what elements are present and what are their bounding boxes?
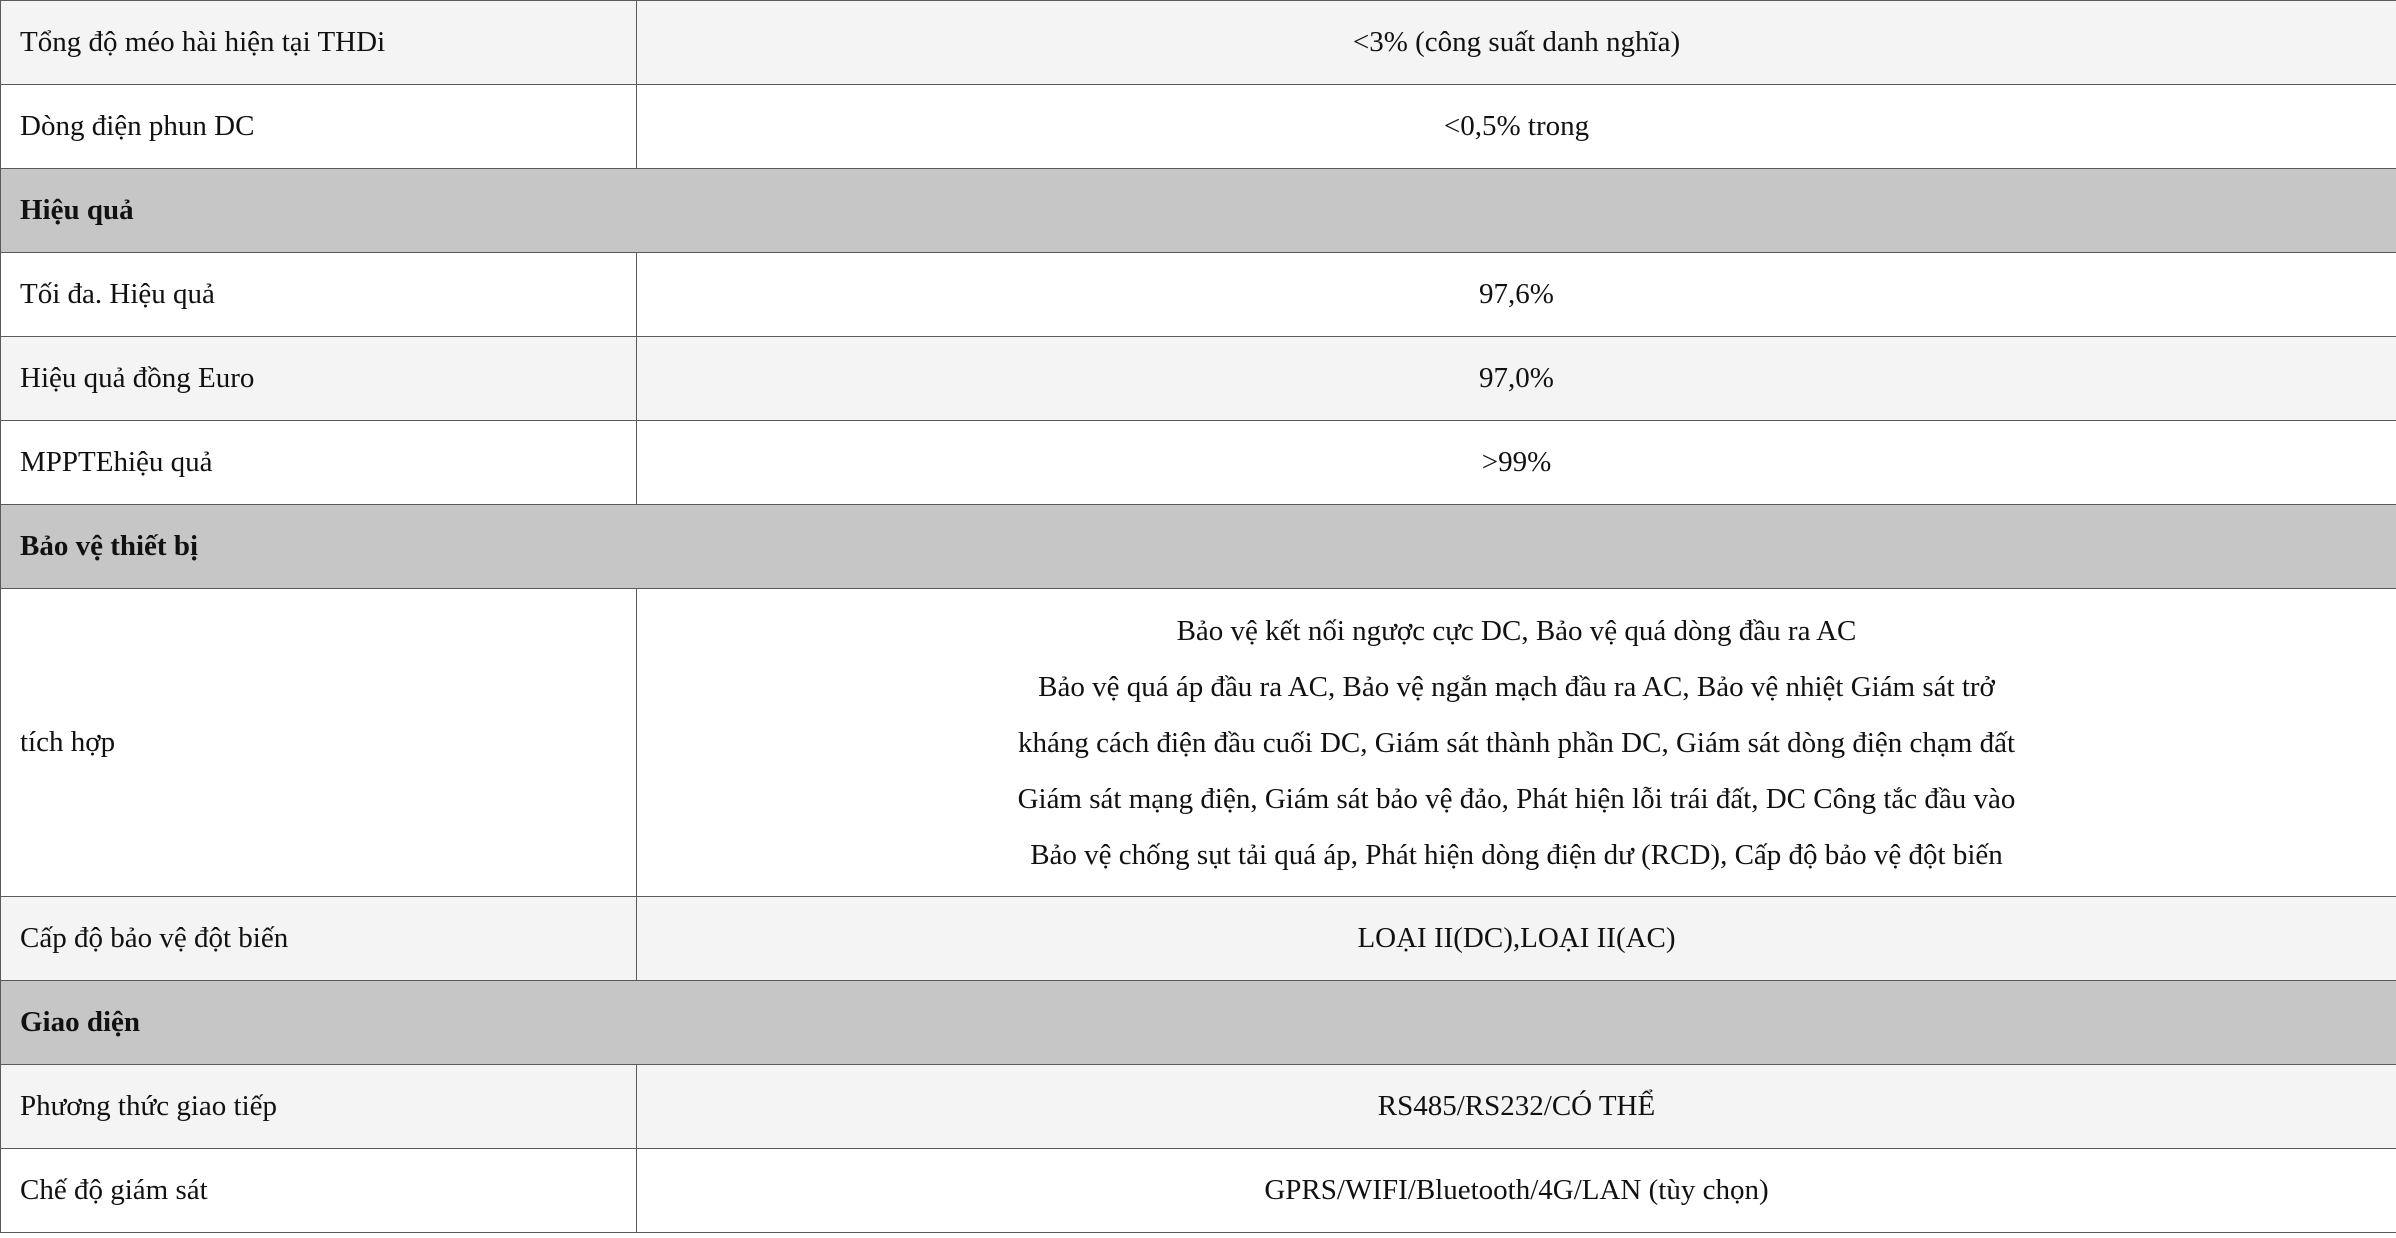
table-row	[1, 85, 2396, 169]
table-row	[1, 337, 2396, 421]
spec-value-multiline	[637, 589, 2396, 897]
spec-value: RS485/RS232/CÓ THỂ	[637, 1065, 2396, 1149]
table-row	[1, 1065, 2396, 1149]
spec-value: <0,5% trong	[637, 85, 2396, 169]
table-row	[1, 1149, 2396, 1233]
spec-label: Cấp độ bảo vệ đột biến	[1, 897, 637, 981]
spec-label: tích hợp	[1, 589, 637, 897]
section-header-row	[1, 505, 2396, 589]
spec-label: Chế độ giám sát	[1, 1149, 637, 1233]
section-title: Bảo vệ thiết bị	[1, 505, 2396, 589]
table-row	[1, 253, 2396, 337]
value-line: kháng cách điện đầu cuối DC, Giám sát thành phần DC, Giám sát dòng điện chạm đất	[1017, 726, 2016, 759]
value-line: Bảo vệ chống sụt tải quá áp, Phát hiện dòng điện dư (RCD), Cấp độ bảo vệ đột biến	[1030, 838, 2003, 871]
section-header-row	[1, 169, 2396, 253]
value-line: Bảo vệ quá áp đầu ra AC, Bảo vệ ngắn mạch đầu ra AC, Bảo vệ nhiệt Giám sát trở	[1038, 670, 1995, 703]
spec-label: Tổng độ méo hài hiện tại THDi	[1, 1, 637, 85]
spec-label: MPPTEhiệu quả	[1, 421, 637, 505]
spec-label: Dòng điện phun DC	[1, 85, 637, 169]
section-header-row	[1, 981, 2396, 1065]
spec-value: <3% (công suất danh nghĩa)	[637, 1, 2396, 85]
value-line: Giám sát mạng điện, Giám sát bảo vệ đảo, Phát hiện lỗi trái đất, DC Công tắc đầu vào	[1017, 782, 2016, 815]
spec-value: 97,6%	[637, 253, 2396, 337]
spec-label: Hiệu quả đồng Euro	[1, 337, 637, 421]
spec-value: >99%	[637, 421, 2396, 505]
spec-value: GPRS/WIFI/Bluetooth/4G/LAN (tùy chọn)	[637, 1149, 2396, 1233]
value-lines	[637, 603, 2396, 883]
table-row	[1, 897, 2396, 981]
spec-label: Tối đa. Hiệu quả	[1, 253, 637, 337]
value-line: Bảo vệ kết nối ngược cực DC, Bảo vệ quá dòng đầu ra AC	[1176, 614, 1857, 647]
table-row	[1, 1, 2396, 85]
spec-value: LOẠI II(DC),LOẠI II(AC)	[637, 897, 2396, 981]
table-row	[1, 589, 2396, 897]
section-title: Hiệu quả	[1, 169, 2396, 253]
section-title: Giao diện	[1, 981, 2396, 1065]
table-row	[1, 421, 2396, 505]
spec-value: 97,0%	[637, 337, 2396, 421]
spec-label: Phương thức giao tiếp	[1, 1065, 637, 1149]
